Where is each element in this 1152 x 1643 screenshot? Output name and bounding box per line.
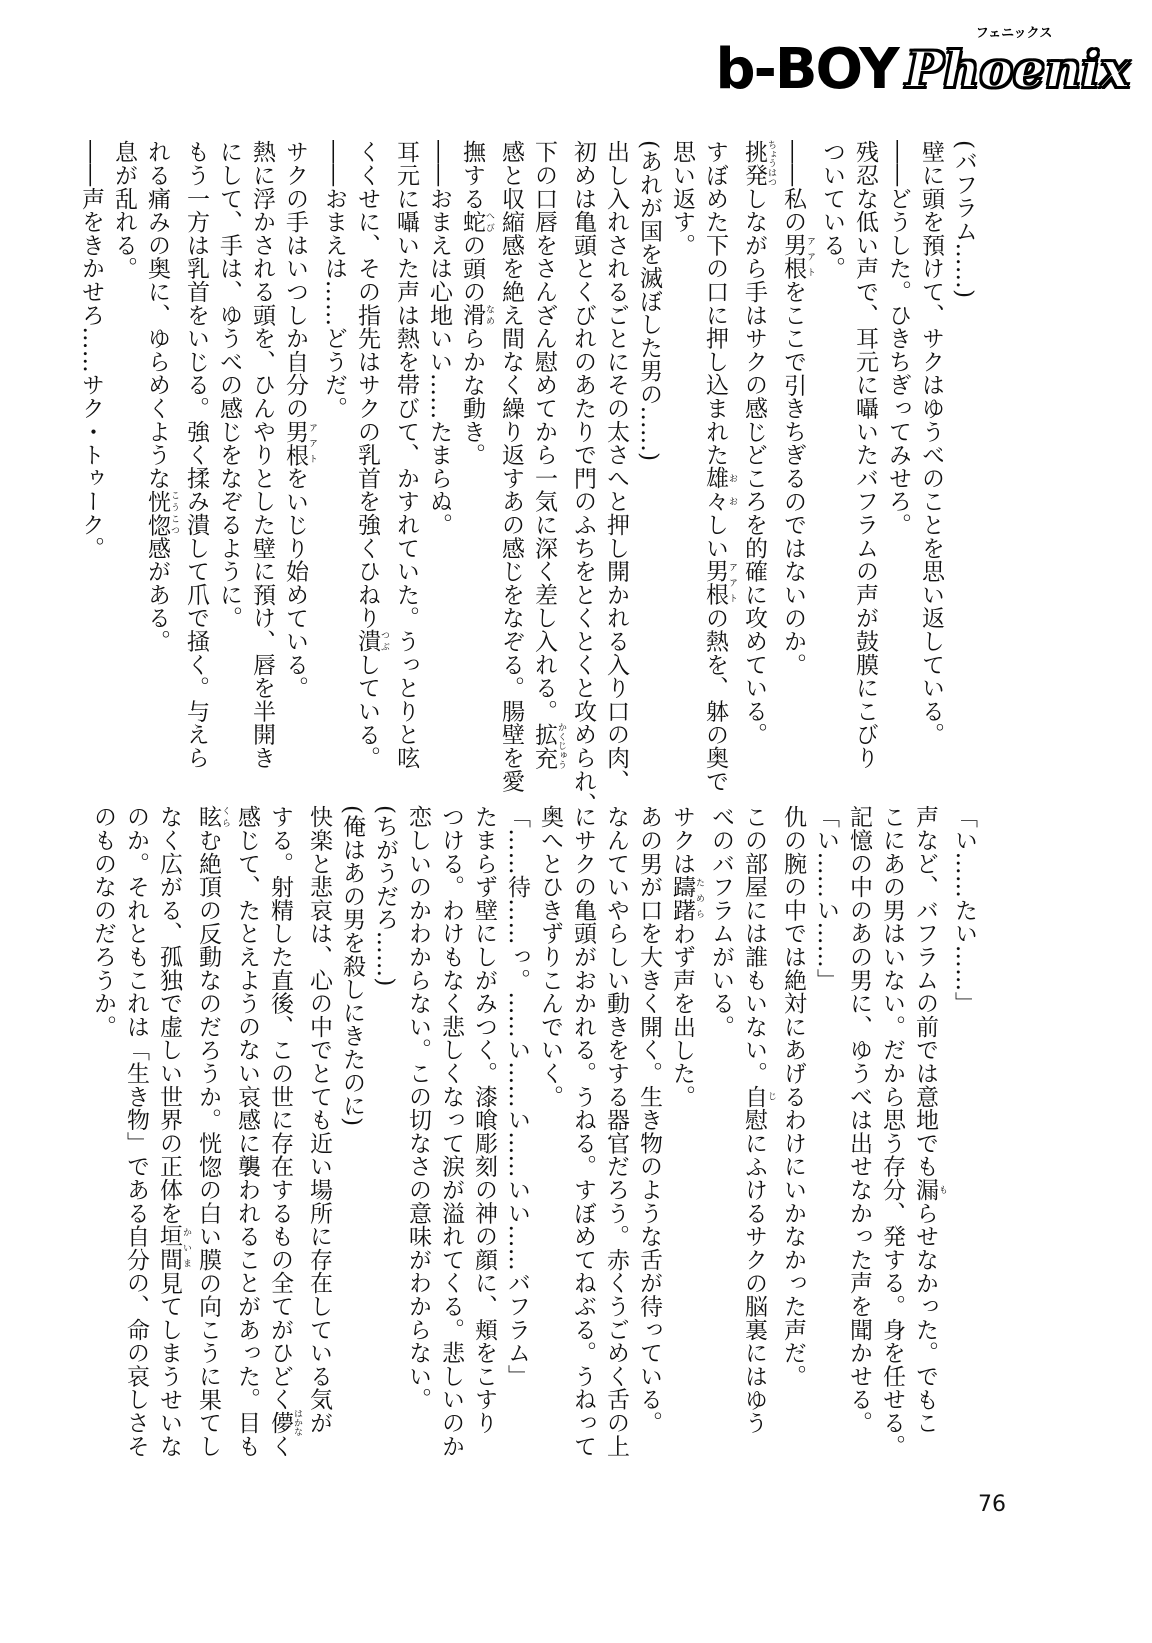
ruby-word: 潰 つぶ	[354, 629, 389, 653]
ruby-word: 恍惚 こうこつ	[144, 489, 179, 537]
text-run: すぼめた下の口に押し込まれた	[702, 140, 728, 467]
text-run: なんていやらしい動きをする器官だろう。赤くうごめく舌の上	[603, 805, 629, 1458]
text-run: のか。それともこれは「生き物」である自分の、命の哀しさそ	[123, 805, 149, 1458]
text-run: 撫する	[459, 140, 485, 210]
text-run: しながら手はサクの感じどころを的確に攻めている。	[741, 186, 767, 746]
ruby-word: 蛇 へび	[459, 209, 494, 234]
text-line	[875, 805, 908, 1458]
text-line	[704, 805, 737, 1455]
text-run: 耳元に囁いた声は熱を帯びて、かすれていた。うっとりと呟	[393, 140, 419, 770]
text-run: 見てしまうせいな	[156, 1271, 182, 1458]
ruby-word: 雄々 おお	[702, 466, 737, 513]
ruby-word: 男根 アアト	[282, 419, 317, 467]
text-run: らかな動き。	[459, 326, 485, 467]
text-line	[494, 140, 527, 793]
text-run: 声など、バフラムの前では意地でも	[912, 805, 938, 1178]
text-run: 「……待……っ。……い……い……いい……バフラム」	[504, 805, 530, 1388]
text-line	[74, 140, 107, 790]
text-run: にサクの亀頭がおかれる。うねる。すぼめてねぶる。うねって	[570, 805, 596, 1458]
text-line	[86, 805, 119, 1455]
text-run: をここで引きちぎるのではないのか。	[780, 279, 806, 676]
text-line	[467, 805, 500, 1455]
text-line	[914, 140, 947, 790]
text-line	[389, 140, 422, 790]
text-run: わず声を出した。	[669, 921, 695, 1108]
text-run: 熱に浮かされる頭を、ひんやりとした壁に預け、唇を半開き	[249, 140, 275, 770]
text-run: 思い返す。	[669, 140, 695, 257]
text-line	[842, 805, 875, 1455]
text-line	[368, 805, 401, 1455]
text-run: あの男が口を大きく開く。生き物のような舌が待っている。	[636, 805, 662, 1435]
text-line	[527, 140, 566, 790]
text-run: ついている。	[819, 140, 845, 280]
text-line	[245, 140, 278, 790]
text-line	[302, 805, 335, 1455]
ruby-word: 男根 アアト	[702, 559, 737, 607]
logo-kana: フェニックス	[975, 26, 1053, 41]
text-run: こにあの男はいない。だから思う存分、発する。身を任せる。	[879, 805, 905, 1458]
text-run: れる痛みの奥に、ゆらめくような	[144, 140, 170, 490]
text-line	[179, 140, 212, 790]
text-run: サクの手はいつしか自分の	[282, 140, 308, 420]
text-block-top	[78, 140, 980, 816]
text-run: している。	[354, 652, 380, 770]
text-line	[500, 805, 533, 1455]
ruby-reading: くら	[220, 805, 230, 829]
text-run: く	[267, 1434, 293, 1458]
text-line	[599, 805, 632, 1458]
ruby-word: 躊躇 ためら	[669, 874, 704, 922]
text-line	[848, 140, 881, 790]
text-line	[665, 805, 704, 1455]
text-line	[191, 805, 230, 1458]
text-run: 「い……たい……」	[951, 805, 977, 1015]
text-block-bottom	[90, 805, 980, 1458]
text-line	[776, 140, 815, 790]
ruby-word: 儚 はかな	[267, 1408, 302, 1436]
text-line	[422, 140, 455, 790]
text-run: する。射精した直後、この世に存在するもの全てがひどく	[267, 805, 293, 1411]
text-line	[698, 140, 737, 793]
text-run: 下の口唇をさんざん慰めてから一気に深く差し入れる。	[531, 140, 557, 723]
text-line	[434, 805, 467, 1458]
text-run: 感がある。	[144, 536, 170, 653]
text-run: 慰にふけるサクの脳裏にはゆう	[741, 1107, 767, 1435]
text-line	[119, 805, 152, 1458]
text-run: 奥へとひきずりこんでいく。	[537, 805, 563, 1108]
text-run: たまらず壁にしがみつく。漆喰彫刻の神の顔に、頬をこすり	[471, 805, 497, 1435]
ruby-reading: なめ	[484, 303, 494, 327]
text-run: 「い……い……」	[813, 805, 839, 992]
text-run: もう一方は乳首をいじる。強く揉み潰して爪で掻く。与えら	[183, 140, 209, 770]
text-line	[776, 805, 809, 1455]
ruby-reading: ためら	[694, 874, 704, 922]
ruby-reading: も	[937, 1177, 947, 1202]
text-line	[140, 140, 179, 790]
ruby-reading: かくじゅう	[556, 722, 566, 770]
text-run: ――声をきかせろ……サク・トゥーク。	[78, 140, 104, 560]
text-line	[908, 805, 947, 1455]
text-run: サクは	[669, 805, 695, 875]
text-run: くくせに、その指先はサクの乳首を強くひねり	[354, 140, 380, 630]
text-line	[665, 140, 698, 790]
text-line	[263, 805, 302, 1458]
text-line	[599, 140, 632, 793]
logo-script	[906, 26, 1130, 98]
text-run: ――おまえは心地いい……たまらぬ。	[426, 140, 452, 537]
text-line	[632, 805, 665, 1455]
text-line	[566, 805, 599, 1458]
text-run: 記憶の中のあの男に、ゆうべは出せなかった声を聞かせる。	[846, 805, 872, 1435]
text-run: にして、手は、ゆうべの感じをなぞるように。	[216, 140, 242, 630]
page-number: 76	[978, 1492, 1006, 1517]
text-run: 感と収縮感を絶え間なく繰り返すあの感じをなぞる。腸壁を愛	[498, 140, 524, 793]
ruby-word: 漏 も	[912, 1177, 947, 1202]
ruby-reading: こうこつ	[169, 489, 179, 537]
ruby-word: 垣間 かいま	[156, 1224, 191, 1272]
text-run: (バフラム……)	[951, 140, 977, 299]
text-run: ――私の	[780, 140, 806, 234]
text-line	[947, 140, 980, 790]
text-run: をいじり始めている。	[282, 466, 308, 700]
ruby-reading: アアト	[805, 233, 815, 280]
ruby-word: 眩 くら	[195, 805, 230, 829]
text-run: しい	[702, 512, 728, 560]
text-line	[278, 140, 317, 790]
text-run: 仇の腕の中では絶対にあげるわけにいかなかった声だ。	[780, 805, 806, 1388]
text-line	[152, 805, 191, 1458]
text-line	[401, 805, 434, 1455]
text-line	[350, 140, 389, 790]
text-run: (俺はあの男を殺しにきたのに)	[339, 805, 365, 1127]
text-line	[881, 140, 914, 790]
ruby-word: 男根 アアト	[780, 233, 815, 280]
text-line	[632, 140, 665, 790]
logo-script-text: Phoenix	[905, 40, 1130, 99]
ruby-reading: じ	[766, 1084, 776, 1108]
text-run: 快楽と悲哀は、心の中でとても近い場所に存在している気が	[306, 805, 332, 1435]
text-run: (あれが国を滅ぼした男の……)	[636, 140, 662, 462]
text-run: この部屋には誰もいない。	[741, 805, 767, 1085]
logo-main: b-BOY	[715, 37, 898, 102]
ruby-word: 滑 なめ	[459, 303, 494, 327]
magazine-logo	[715, 18, 1130, 102]
ruby-reading: アアト	[727, 559, 737, 607]
ruby-reading: おお	[727, 466, 737, 513]
text-run: の熱を、躰の奥で	[702, 606, 728, 793]
text-run: 残忍な低い声で、耳元に囁いたバフラムの声が鼓膜にこびり	[852, 140, 878, 770]
ruby-reading: かいま	[181, 1224, 191, 1272]
text-run: なく広がる、孤独で虚しい世界の正体を	[156, 805, 182, 1225]
text-line	[809, 805, 842, 1455]
ruby-reading: アアト	[307, 419, 317, 467]
text-run: ――おまえは……どうだ。	[321, 140, 347, 420]
ruby-word: 自 じ	[741, 1084, 776, 1108]
text-run: 感じて、たとえようのない哀感に襲われることがあった。目も	[234, 805, 260, 1458]
text-run: のものなのだろうか。	[90, 805, 116, 1038]
text-run: (ちがうだろ……)	[372, 805, 398, 987]
ruby-reading: へび	[484, 209, 494, 234]
text-line	[230, 805, 263, 1458]
text-run: ――どうした。ひきちぎってみせろ。	[885, 140, 911, 537]
text-line	[815, 140, 848, 790]
ruby-word: 挑発 ちょうはつ	[741, 140, 776, 187]
text-run: 恋しいのかわからない。この切なさの意味がわからない。	[405, 805, 431, 1411]
text-line	[455, 140, 494, 790]
text-line	[533, 805, 566, 1455]
text-run: の頭の	[459, 233, 485, 304]
ruby-reading: ちょうはつ	[766, 140, 776, 187]
text-line	[737, 805, 776, 1455]
text-line	[566, 140, 599, 816]
text-line	[947, 805, 980, 1455]
text-run: 出し入れされるごとにその太さへと押し開かれる入り口の肉、	[603, 140, 629, 793]
text-run: 初めは亀頭とくびれのあたりで門のふちをとくとくと攻められ、	[570, 140, 596, 816]
ruby-word: 拡充 かくじゅう	[531, 722, 566, 770]
text-run: む絶頂の反動なのだろうか。恍惚の白い膜の向こうに果てし	[195, 828, 221, 1458]
text-line	[212, 140, 245, 790]
text-line	[737, 140, 776, 790]
ruby-reading: はかな	[292, 1408, 302, 1436]
text-run: 息が乱れる。	[111, 140, 137, 280]
text-line	[107, 140, 140, 790]
text-line	[317, 140, 350, 790]
text-run: つける。わけもなく悲しくなって涙が溢れてくる。悲しいのか	[438, 805, 464, 1458]
text-line	[335, 805, 368, 1455]
text-run: 壁に頭を預けて、サクはゆうべのことを思い返している。	[918, 140, 944, 746]
ruby-reading: つぶ	[379, 629, 389, 653]
text-run: らせなかった。でもこ	[912, 1201, 938, 1435]
text-run: べのバフラムがいる。	[708, 805, 734, 1038]
